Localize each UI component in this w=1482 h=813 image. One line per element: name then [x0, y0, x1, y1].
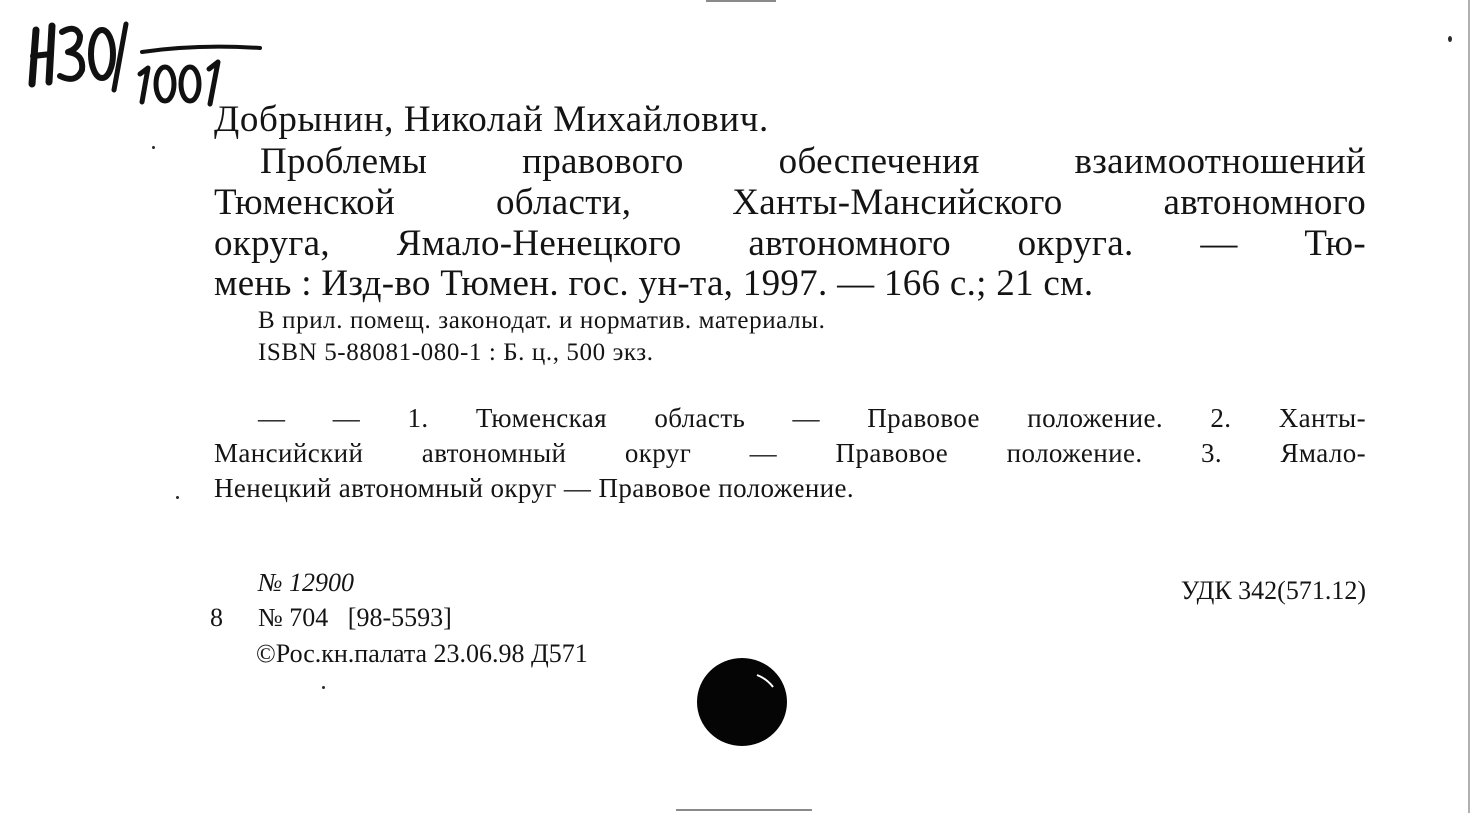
- speck: [1448, 36, 1452, 42]
- speck: [176, 496, 179, 499]
- isbn-line: ISBN 5-88081-080-1 : Б. ц., 500 экз.: [258, 339, 654, 366]
- udk-code: УДК 342(571.12): [1180, 576, 1366, 605]
- right-edge-line: [1468, 0, 1470, 813]
- ink-blot: [695, 655, 789, 749]
- author-heading: Добрынин, Николай Михайлович.: [214, 99, 769, 140]
- handwritten-shelf-mark: [22, 12, 262, 112]
- subject-line-3: Ненецкий автономный округ — Правовое положение.: [214, 473, 855, 503]
- description-line-1: Проблемы правового обеспечения взаимоотношений: [260, 141, 1366, 182]
- speck: [152, 146, 155, 149]
- subject-line-1: — — 1. Тюменская область — Правовое положение. 2. Ханты-: [258, 403, 1366, 433]
- contents-note: В прил. помещ. законодат. и норматив. материалы.: [258, 307, 826, 334]
- registration-prefix: 8: [210, 603, 223, 632]
- registration-number: № 12900: [258, 568, 355, 597]
- description-line-3: округа, Ямало-Ненецкого автономного округа. — Тю-: [214, 223, 1366, 264]
- description-line-2: Тюменской области, Ханты-Мансийского автономного: [214, 182, 1366, 223]
- bottom-edge-mark: [676, 809, 812, 811]
- subject-line-2: Мансийский автономный округ — Правовое положение. 3. Ямало-: [214, 438, 1366, 468]
- speck: [322, 686, 325, 689]
- book-chamber-stamp: ©Рос.кн.палата 23.06.98 Д571: [256, 639, 588, 668]
- top-edge-mark: [706, 0, 776, 2]
- chamber-number: № 704 [98-5593]: [258, 603, 452, 632]
- description-line-4: мень : Изд-во Тюмен. гос. ун-та, 1997. — 166 с.; 21 см.: [214, 263, 1094, 304]
